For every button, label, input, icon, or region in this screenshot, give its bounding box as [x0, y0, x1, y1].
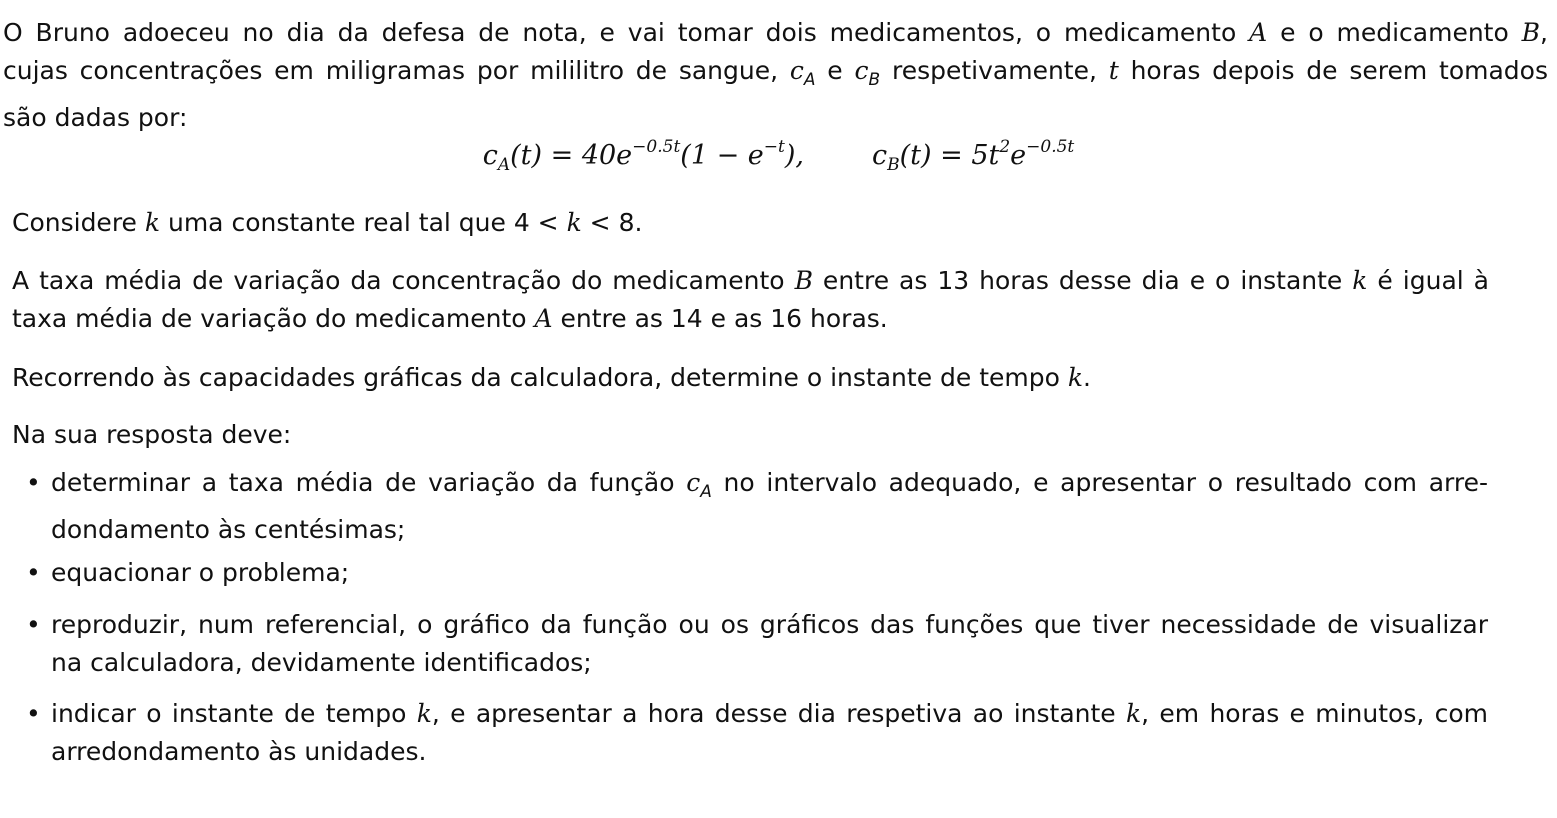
bullet-icon: •	[26, 468, 41, 497]
consider-paragraph: Considere k uma constante real tal que 4 < k < 8.	[12, 208, 643, 237]
bullet-icon: •	[26, 699, 41, 728]
bullet-icon: •	[26, 610, 41, 639]
intro-line-2: cujas concentrações em miligramas por mililitro de sangue, $c_A$ e $c_B$ respetivamente, t horas depois de serem tomados	[3, 56, 1548, 90]
formula-cb: $c_B(t) = 5t^2e^{-0.5t}$	[871, 137, 1075, 175]
formula-line	[0, 127, 1557, 185]
answer-intro: Na sua resposta deve:	[12, 420, 292, 449]
formula-ca: $c_A(t) = 40e^{-0.5t}(1 - e^{-t})$,	[482, 137, 804, 175]
rate-line-2: taxa média de variação do medicamento A entre as 14 e as 16 horas.	[12, 304, 888, 333]
requirement-item-1: • determinar a taxa média de variação da função $c_A$ no intervalo adequado, e apresentar o resultado com arre- dondamento às centésimas;	[26, 464, 1488, 549]
requirement-item-2: • equacionar o problema;	[26, 554, 1488, 592]
calculator-instruction: Recorrendo às capacidades gráficas da calculadora, determine o instante de tempo k.	[12, 363, 1091, 392]
rate-line-1: A taxa média de variação da concentração do medicamento B entre as 13 horas desse dia e o instante k é igual à	[12, 266, 1490, 295]
requirement-item-4: • indicar o instante de tempo k, e apresentar a hora desse dia respetiva ao instante k, em horas e minutos, com arredondamento às unidades.	[26, 695, 1488, 771]
requirement-item-3: • reproduzir, num referencial, o gráfico da função ou os gráficos das funções que tiver necessidade de visualizar na calculadora, devidamente identificados;	[26, 606, 1488, 682]
bullet-icon: •	[26, 558, 41, 587]
intro-line-1: O Bruno adoeceu no dia da defesa de nota, e vai tomar dois medicamentos, o medicamento A e o medicamento B,	[3, 18, 1548, 47]
rate-paragraph	[12, 262, 1489, 338]
intro-line-3: são dadas por:	[3, 103, 188, 132]
intro-paragraph	[3, 14, 1548, 137]
